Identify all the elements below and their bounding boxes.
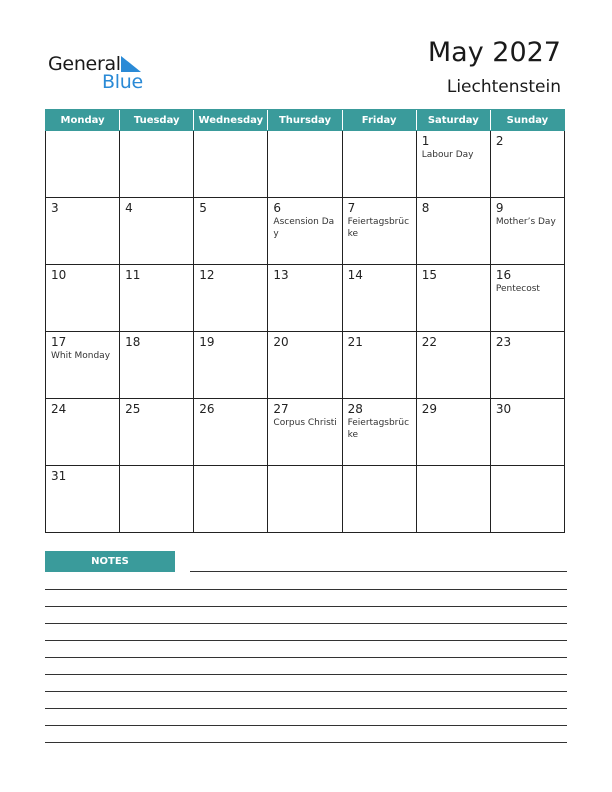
page-title: May 2027 — [427, 37, 561, 68]
day-number: 30 — [495, 402, 512, 416]
day-number: 25 — [125, 402, 141, 416]
holiday-label: Feiertagsbrücke — [347, 217, 410, 239]
day-number: 17 — [51, 335, 67, 349]
weekday-tuesday: Tuesday — [119, 110, 193, 130]
brand-logo — [48, 53, 158, 93]
calendar-day-cell — [491, 399, 565, 465]
calendar-day-cell — [46, 466, 120, 532]
calendar-week — [46, 466, 565, 533]
calendar-day-cell — [491, 466, 565, 532]
calendar-day-cell — [417, 399, 491, 465]
calendar-day-cell — [194, 332, 268, 398]
calendar-week — [46, 198, 565, 265]
weekday-monday: Monday — [60, 115, 105, 126]
calendar-day-cell — [120, 131, 194, 197]
calendar-day-cell — [491, 131, 565, 197]
day-number: 23 — [495, 335, 512, 349]
weekday-friday: Friday — [342, 110, 416, 130]
day-number: 1 — [421, 134, 430, 148]
calendar-day-cell — [417, 198, 491, 264]
day-number: 10 — [51, 268, 67, 282]
day-number: 31 — [51, 469, 67, 483]
notes-line — [45, 589, 567, 590]
notes-line — [45, 606, 567, 607]
day-number: 18 — [125, 335, 141, 349]
logo-text-blue: Blue — [102, 71, 143, 93]
holiday-label: Labour Day — [421, 150, 474, 160]
calendar-day-cell — [268, 466, 342, 532]
calendar-day-cell — [194, 466, 268, 532]
calendar-day-cell — [417, 466, 491, 532]
calendar-day-cell — [343, 198, 417, 264]
day-number: 20 — [273, 335, 289, 349]
calendar-day-cell — [491, 332, 565, 398]
calendar-day-cell — [417, 265, 491, 331]
calendar-day-cell — [343, 399, 417, 465]
day-number: 8 — [421, 201, 430, 215]
notes-label: NOTES — [45, 551, 175, 572]
calendar-day-cell — [491, 198, 565, 264]
notes-line — [45, 674, 567, 675]
day-number: 14 — [347, 268, 363, 282]
calendar-day-cell — [46, 198, 120, 264]
calendar — [45, 109, 565, 533]
calendar-day-cell — [343, 332, 417, 398]
calendar-day-cell — [46, 131, 120, 197]
weekday-saturday: Saturday — [416, 110, 490, 130]
calendar-day-cell — [417, 332, 491, 398]
calendar-day-cell — [120, 332, 194, 398]
holiday-label: Whit Monday — [51, 351, 111, 361]
calendar-day-cell — [268, 332, 342, 398]
logo-text-general: General — [48, 53, 121, 75]
day-number: 15 — [421, 268, 437, 282]
calendar-week — [46, 265, 565, 332]
calendar-day-cell — [491, 265, 565, 331]
page-subtitle: Liechtenstein — [446, 77, 561, 97]
day-number: 9 — [495, 201, 504, 215]
day-number: 2 — [495, 134, 504, 148]
calendar-day-cell — [268, 198, 342, 264]
calendar-day-cell — [268, 399, 342, 465]
day-number: 16 — [495, 268, 512, 282]
calendar-day-cell — [120, 265, 194, 331]
calendar-day-cell — [343, 466, 417, 532]
day-number: 6 — [273, 201, 282, 215]
weekday-wednesday: Wednesday — [193, 110, 267, 130]
calendar-week — [46, 399, 565, 466]
holiday-label: Mother’s Day — [495, 217, 556, 227]
holiday-label: Pentecost — [495, 284, 540, 294]
day-number: 19 — [199, 335, 215, 349]
notes-line — [45, 623, 567, 624]
day-number: 24 — [51, 402, 67, 416]
day-number: 7 — [347, 201, 356, 215]
notes-line — [45, 708, 567, 709]
calendar-day-cell — [120, 466, 194, 532]
day-number: 27 — [273, 402, 289, 416]
day-number: 21 — [347, 335, 363, 349]
calendar-day-cell — [120, 198, 194, 264]
holiday-label: Ascension Day — [273, 217, 335, 239]
calendar-day-cell — [268, 265, 342, 331]
day-number: 5 — [199, 201, 207, 215]
calendar-day-cell — [194, 131, 268, 197]
calendar-day-cell — [46, 265, 120, 331]
calendar-day-cell — [417, 131, 491, 197]
calendar-day-cell — [343, 131, 417, 197]
holiday-label: Feiertagsbrücke — [347, 418, 410, 440]
weekday-thursday: Thursday — [267, 110, 341, 130]
notes-line — [45, 691, 567, 692]
day-number: 22 — [421, 335, 437, 349]
day-number: 4 — [125, 201, 133, 215]
holiday-label: Corpus Christi — [273, 418, 337, 428]
day-number: 28 — [347, 402, 363, 416]
calendar-day-cell — [194, 198, 268, 264]
calendar-day-cell — [268, 131, 342, 197]
calendar-day-cell — [46, 332, 120, 398]
day-number: 13 — [273, 268, 289, 282]
calendar-week — [46, 332, 565, 399]
day-number: 11 — [125, 268, 141, 282]
day-number: 29 — [421, 402, 437, 416]
weekday-header — [45, 109, 565, 131]
notes-line — [45, 657, 567, 658]
logo-triangle-icon — [121, 56, 141, 72]
notes-line — [190, 571, 567, 572]
calendar-day-cell — [343, 265, 417, 331]
weekday-sunday: Sunday — [490, 110, 564, 130]
calendar-week — [46, 131, 565, 198]
calendar-day-cell — [120, 399, 194, 465]
notes-line — [45, 640, 567, 641]
notes-line — [45, 725, 567, 726]
notes-line — [45, 742, 567, 743]
day-number: 26 — [199, 402, 215, 416]
calendar-day-cell — [46, 399, 120, 465]
calendar-grid — [45, 131, 565, 533]
day-number: 12 — [199, 268, 215, 282]
day-number: 3 — [51, 201, 59, 215]
calendar-day-cell — [194, 265, 268, 331]
calendar-day-cell — [194, 399, 268, 465]
